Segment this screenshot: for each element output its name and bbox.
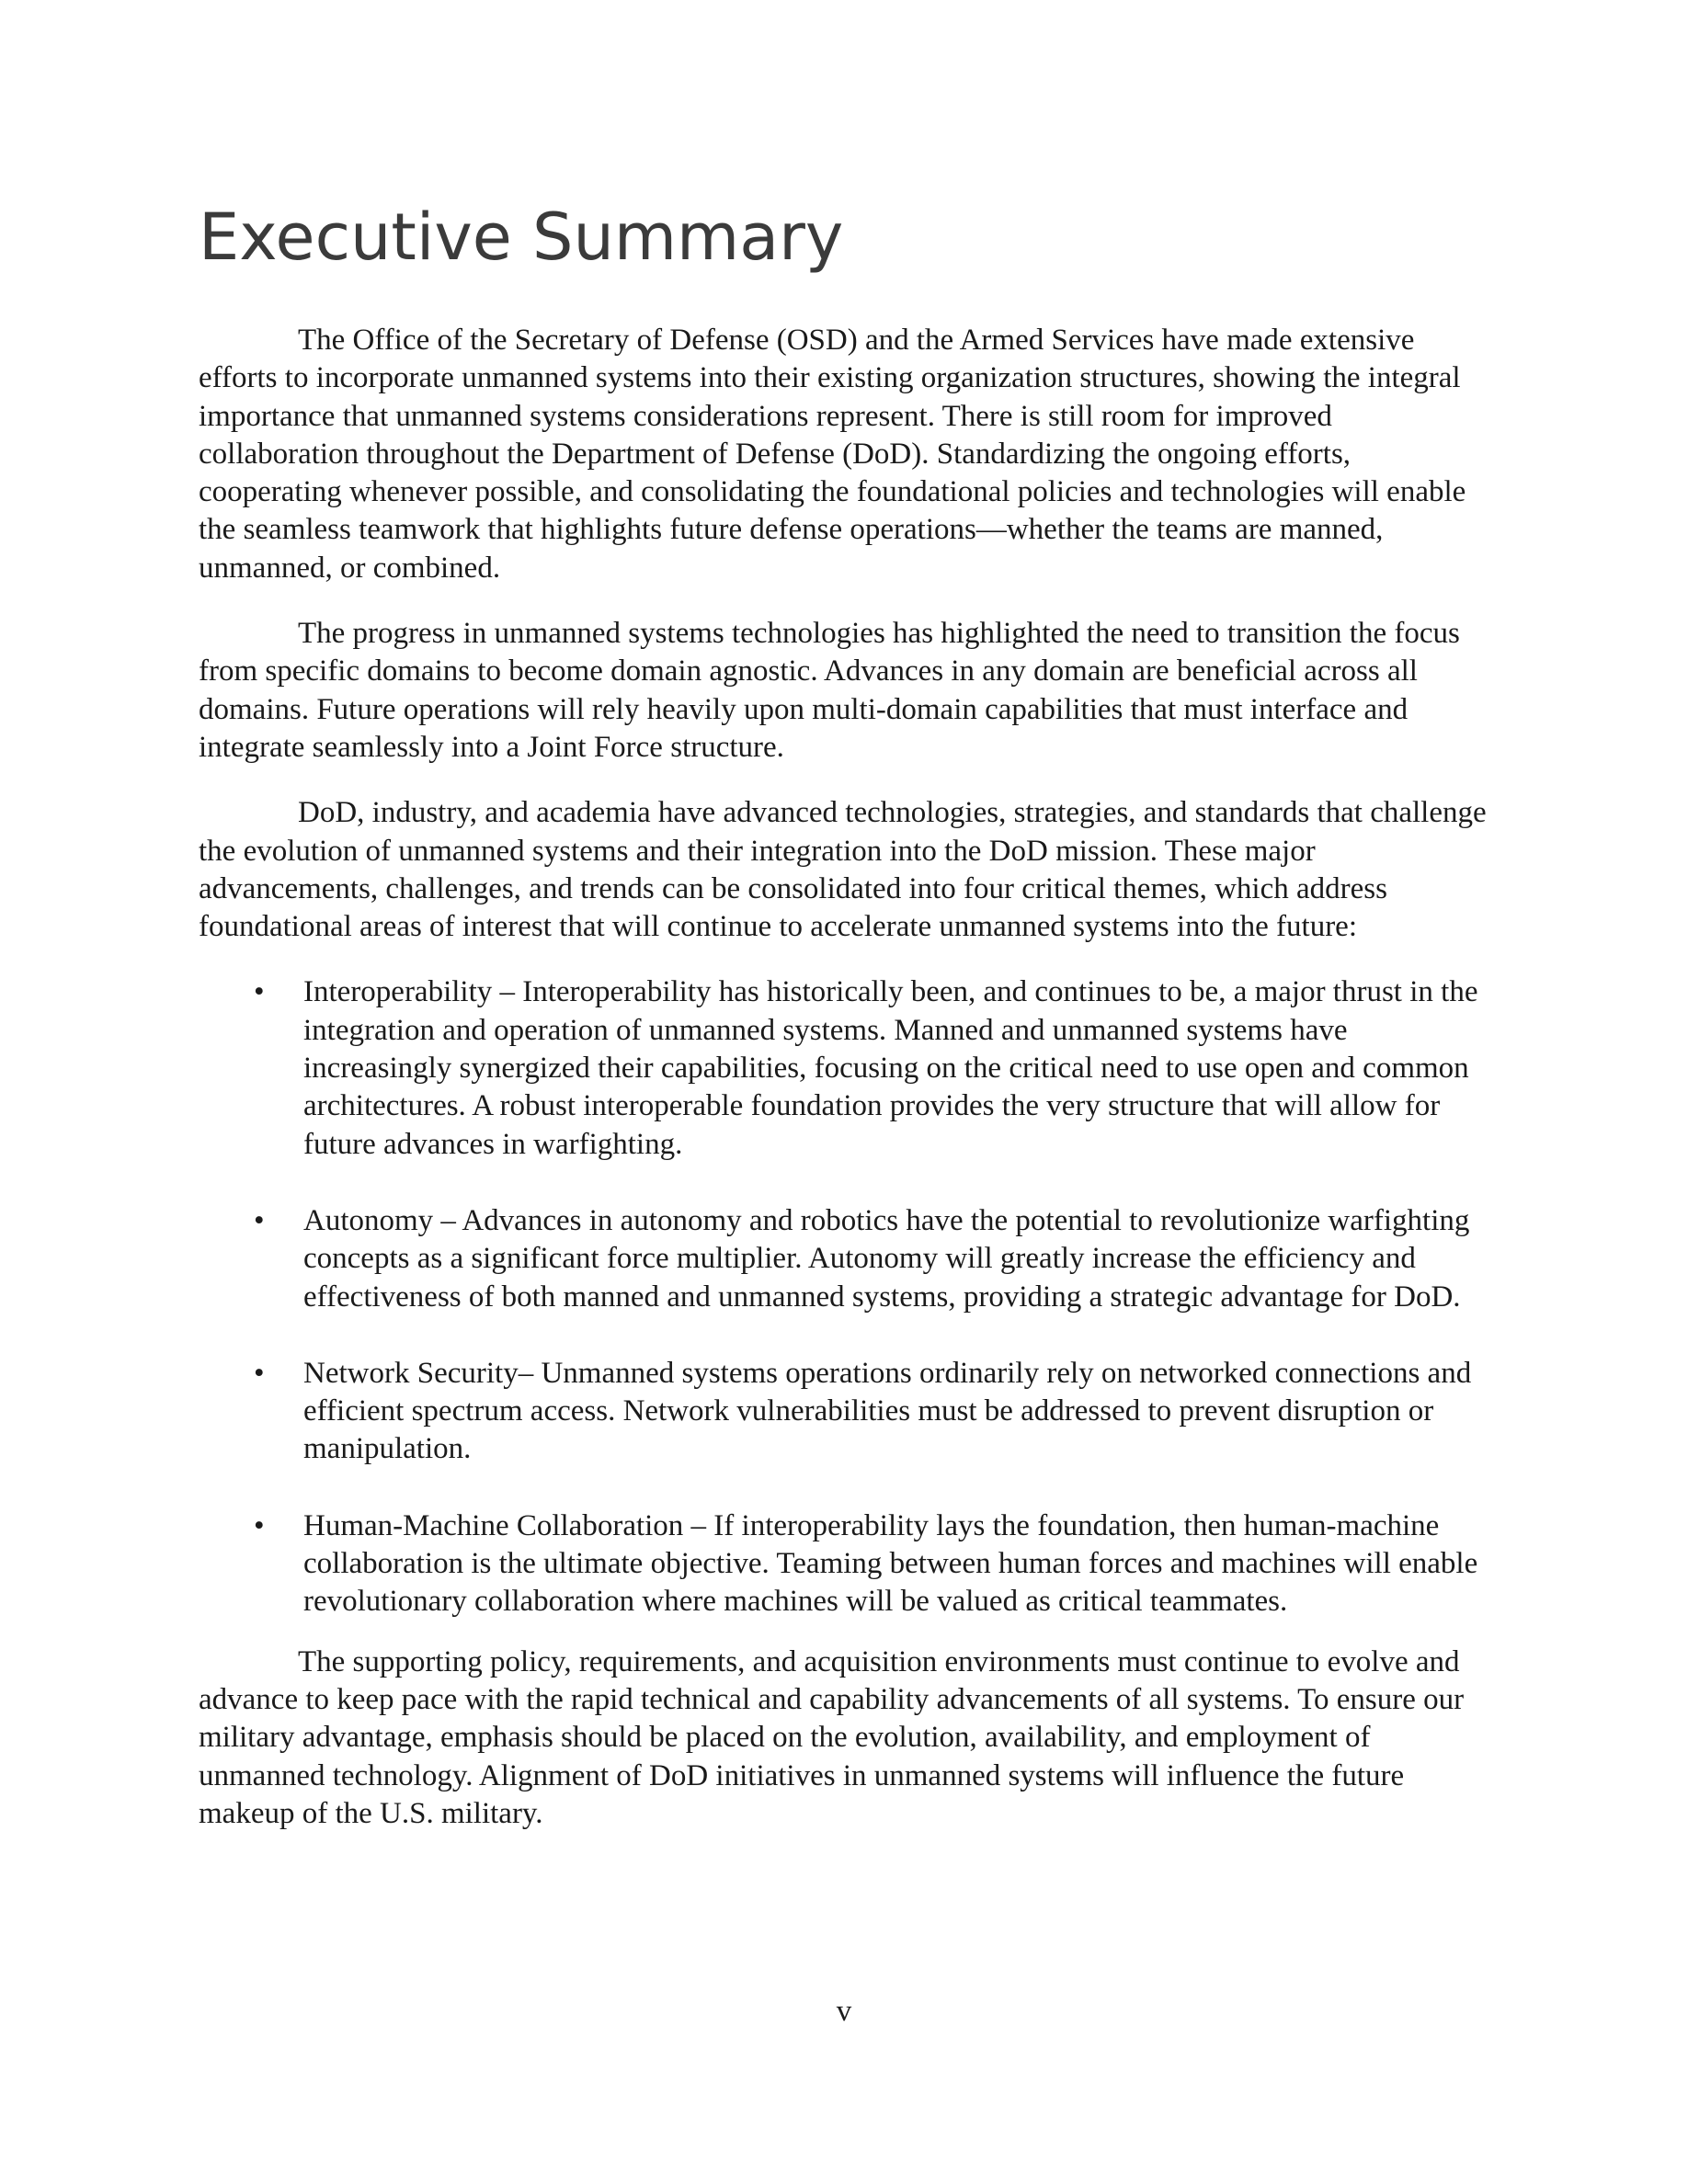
- bullet-item-interoperability: [199, 973, 1489, 1163]
- bullet-text: Interoperability – Interoperability has historically been, and continues to be, a major thrust in the integration and operation of unmanned systems. Manned and unmanned systems have increasingly synergized their capabilities, focusing on the critical need to use open and common architectures. A robust interoperable foundation provides the very structure that will allow for future advances in warfighting.: [303, 975, 1478, 1161]
- document-body: [199, 322, 1489, 1860]
- themes-bullet-list: [199, 973, 1489, 1621]
- bullet-icon: •: [254, 1356, 265, 1390]
- page-number: v: [836, 1995, 852, 2028]
- bullet-item-network-security: [199, 1355, 1489, 1469]
- bullet-icon: •: [254, 1508, 265, 1542]
- bullet-icon: •: [254, 975, 265, 1009]
- bullet-item-autonomy: [199, 1202, 1489, 1316]
- bullet-text: Human-Machine Collaboration – If interoperability lays the foundation, then human-machine collaboration is the ultimate objective. Teaming between human forces and machines will enable revolutionary collaboration where machines will be valued as critical teammates.: [303, 1508, 1478, 1619]
- bullet-text: Network Security– Unmanned systems operations ordinarily rely on networked connections and efficient spectrum access. Network vulnerabilities must be addressed to prevent disruption or manipulation.: [303, 1356, 1472, 1466]
- paragraph-3: DoD, industry, and academia have advanced technologies, strategies, and standards that challenge the evolution of unmanned systems and their integration into the DoD mission. These major advancements, challenges, and trends can be consolidated into four critical themes, which address foundational areas of interest that will continue to accelerate unmanned systems into the future:: [199, 796, 1487, 944]
- bullet-icon: •: [254, 1203, 265, 1237]
- bullet-text: Autonomy – Advances in autonomy and robotics have the potential to revolutionize warfighting concepts as a significant force multiplier. Autonomy will greatly increase the efficiency and effectiveness of both manned and unmanned systems, providing a strategic advantage for DoD.: [303, 1203, 1470, 1314]
- page-title: Executive Summary: [199, 199, 844, 275]
- bullet-item-human-machine-collaboration: [199, 1507, 1489, 1621]
- paragraph-2: The progress in unmanned systems technologies has highlighted the need to transition the focus from specific domains to become domain agnostic. Advances in any domain are beneficial across all domains. Future operations will rely heavily upon multi-domain capabilities that must interface and integrate seamlessly into a Joint Force structure.: [199, 617, 1460, 764]
- paragraph-1: The Office of the Secretary of Defense (OSD) and the Armed Services have made extensive efforts to incorporate unmanned systems into their existing organization structures, showing the integral importance that unmanned systems considerations represent. There is still room for improved collaboration throughout the Department of Defense (DoD). Standardizing the ongoing efforts, cooperating whenever possible, and consolidating the foundational policies and technologies will enable the seamless teamwork that highlights future defense operations—whether the teams are manned, unmanned, or combined.: [199, 324, 1466, 585]
- closing-paragraph: The supporting policy, requirements, and acquisition environments must continue to evolve and advance to keep pace with the rapid technical and capability advancements of all systems. To ensure our military advantage, emphasis should be placed on the evolution, availability, and employment of unmanned technology. Alignment of DoD initiatives in unmanned systems will influence the future makeup of the U.S. military.: [199, 1644, 1465, 1830]
